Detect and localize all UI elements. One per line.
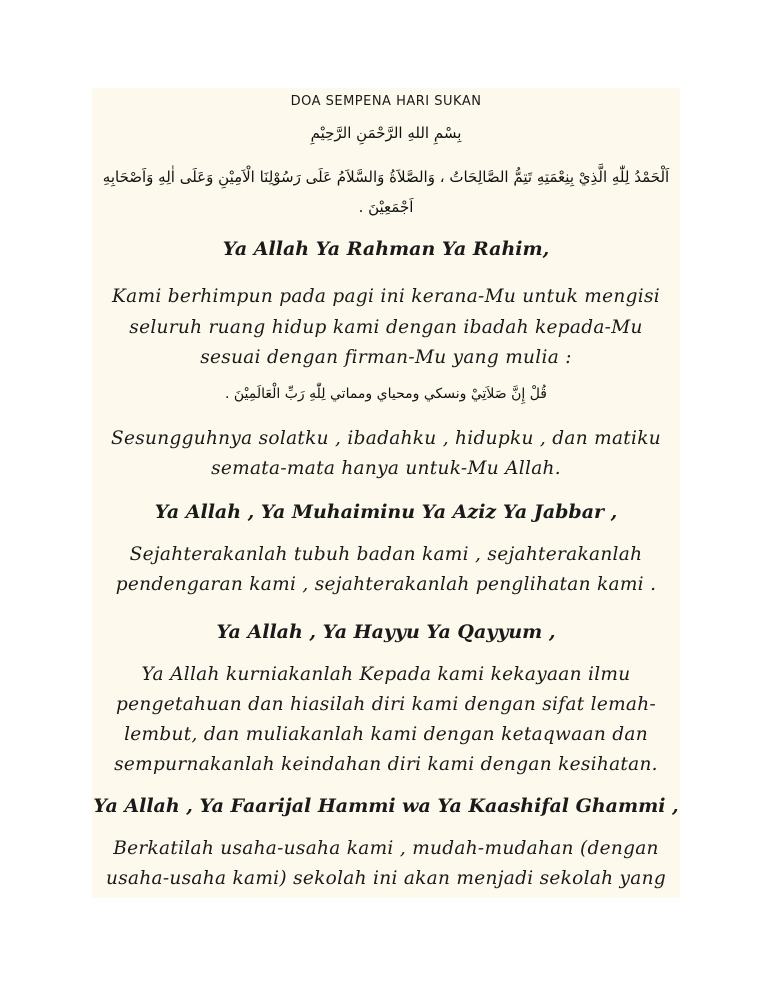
paragraph-5-line-2: usaha-usaha kami) sekolah ini akan menjadi sekolah yang [105, 868, 666, 889]
document-page [92, 88, 680, 898]
paragraph-2-line-1: Sesungguhnya solatku , ibadahku , hidupku , dan matiku [111, 428, 661, 449]
opening-praise-line-2: اَجْمَعِيْنَ . [358, 198, 414, 216]
quran-quote: قُلْ إِنَّ صَلاَتِيْ ونسكي ومحياي ومماتي لِلّٰهِ رَبِّ الْعَالَمِيْنَ . [224, 386, 547, 402]
paragraph-1-line-3: sesuai dengan firman-Mu yang mulia : [200, 347, 572, 368]
heading-4: Ya Allah , Ya Faarijal Hammi wa Ya Kaashifal Ghammi , [93, 795, 679, 817]
paragraph-1-line-1: Kami berhimpun pada pagi ini kerana-Mu untuk mengisi [112, 286, 660, 307]
document-title: DOA SEMPENA HARI SUKAN [290, 94, 482, 109]
basmala-text: بِسْمِ اللهِ الرَّحْمَنِ الرَّحِيْمِ [310, 124, 462, 142]
paragraph-3-line-2: pendengaran kami , sejahterakanlah penglihatan kami . [115, 574, 657, 595]
paragraph-2-line-2: semata-mata hanya untuk-Mu Allah. [211, 458, 561, 479]
paragraph-4-line-4: sempurnakanlah keindahan diri kami dengan kesihatan. [114, 754, 658, 775]
heading-3: Ya Allah , Ya Hayyu Ya Qayyum , [216, 621, 556, 643]
paragraph-1-line-2: seluruh ruang hidup kami dengan ibadah kepada-Mu [129, 317, 643, 338]
paragraph-5-line-1: Berkatilah usaha-usaha kami , mudah-mudahan (dengan [113, 838, 659, 859]
paragraph-4-line-2: pengetahuan dan hiasilah diri kami dengan sifat lemah- [115, 694, 657, 715]
opening-praise-line-1: اَلْحَمْدُ لِلّٰهِ الَّذِيْ بِنِعْمَتِهِ تَتِمُّ الصَّالِحَاتُ ، وَالصَّلاَةُ وَالسَّلاَمُ عَلَى رَسُوْلِنَا الْاَمِيْنِ وَعَلَى اٰلِهِ وَاَصْحَابِهِ [102, 168, 670, 186]
heading-2: Ya Allah , Ya Muhaiminu Ya Aziz Ya Jabbar , [154, 501, 618, 523]
opening-praise [98, 162, 674, 222]
paragraph-4-line-1: Ya Allah kurniakanlah Kepada kami kekayaan ilmu [141, 664, 631, 685]
paragraph-3-line-1: Sejahterakanlah tubuh badan kami , sejahterakanlah [129, 544, 643, 565]
heading-1: Ya Allah Ya Rahman Ya Rahim, [222, 238, 550, 260]
paragraph-4-line-3: lembut, dan muliakanlah kami dengan ketaqwaan dan [124, 724, 648, 745]
